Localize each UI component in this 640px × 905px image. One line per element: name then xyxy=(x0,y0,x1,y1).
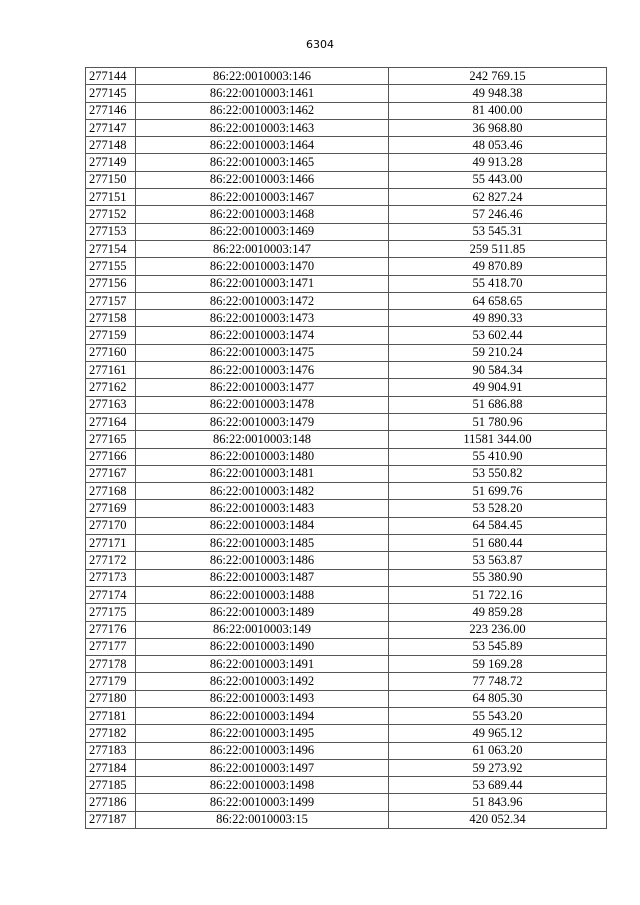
table-row xyxy=(86,68,607,85)
cadastral-number-cell: 86:22:0010003:1477 xyxy=(136,379,389,396)
cadastral-value-cell: 223 236.00 xyxy=(389,621,607,638)
row-id-cell: 277184 xyxy=(86,759,136,776)
cadastral-value-cell: 36 968.80 xyxy=(389,119,607,136)
cadastral-number-cell: 86:22:0010003:1473 xyxy=(136,310,389,327)
table-body xyxy=(86,68,607,829)
table-row xyxy=(86,656,607,673)
cadastral-value-cell: 59 273.92 xyxy=(389,759,607,776)
table-row xyxy=(86,240,607,257)
cadastral-value-cell: 59 169.28 xyxy=(389,656,607,673)
row-id-cell: 277144 xyxy=(86,68,136,85)
cadastral-value-cell: 55 543.20 xyxy=(389,707,607,724)
row-id-cell: 277181 xyxy=(86,707,136,724)
table-row xyxy=(86,258,607,275)
table-row xyxy=(86,552,607,569)
row-id-cell: 277159 xyxy=(86,327,136,344)
cadastral-number-cell: 86:22:0010003:1498 xyxy=(136,777,389,794)
cadastral-number-cell: 86:22:0010003:147 xyxy=(136,240,389,257)
row-id-cell: 277149 xyxy=(86,154,136,171)
row-id-cell: 277165 xyxy=(86,431,136,448)
cadastral-number-cell: 86:22:0010003:1494 xyxy=(136,707,389,724)
cadastral-value-cell: 53 550.82 xyxy=(389,465,607,482)
cadastral-value-cell: 51 686.88 xyxy=(389,396,607,413)
cadastral-number-cell: 86:22:0010003:1465 xyxy=(136,154,389,171)
row-id-cell: 277173 xyxy=(86,569,136,586)
row-id-cell: 277177 xyxy=(86,638,136,655)
table-row xyxy=(86,154,607,171)
table-row xyxy=(86,759,607,776)
cadastral-value-cell: 49 870.89 xyxy=(389,258,607,275)
cadastral-number-cell: 86:22:0010003:1485 xyxy=(136,535,389,552)
table-row xyxy=(86,292,607,309)
cadastral-number-cell: 86:22:0010003:1475 xyxy=(136,344,389,361)
row-id-cell: 277170 xyxy=(86,517,136,534)
cadastral-value-cell: 49 904.91 xyxy=(389,379,607,396)
table-row xyxy=(86,742,607,759)
table-row xyxy=(86,500,607,517)
cadastral-value-cell: 259 511.85 xyxy=(389,240,607,257)
cadastral-value-cell: 62 827.24 xyxy=(389,189,607,206)
row-id-cell: 277153 xyxy=(86,223,136,240)
table-row xyxy=(86,223,607,240)
row-id-cell: 277169 xyxy=(86,500,136,517)
cadastral-number-cell: 86:22:0010003:1497 xyxy=(136,759,389,776)
cadastral-number-cell: 86:22:0010003:149 xyxy=(136,621,389,638)
table-row xyxy=(86,707,607,724)
row-id-cell: 277154 xyxy=(86,240,136,257)
row-id-cell: 277155 xyxy=(86,258,136,275)
table-row xyxy=(86,137,607,154)
table-row xyxy=(86,310,607,327)
row-id-cell: 277147 xyxy=(86,119,136,136)
cadastral-number-cell: 86:22:0010003:1484 xyxy=(136,517,389,534)
cadastral-value-cell: 64 805.30 xyxy=(389,690,607,707)
row-id-cell: 277180 xyxy=(86,690,136,707)
cadastral-value-cell: 61 063.20 xyxy=(389,742,607,759)
table-row xyxy=(86,690,607,707)
cadastral-value-cell: 53 602.44 xyxy=(389,327,607,344)
row-id-cell: 277183 xyxy=(86,742,136,759)
cadastral-value-cell: 51 722.16 xyxy=(389,586,607,603)
table-row xyxy=(86,777,607,794)
row-id-cell: 277171 xyxy=(86,535,136,552)
cadastral-value-cell: 49 890.33 xyxy=(389,310,607,327)
cadastral-value-cell: 55 410.90 xyxy=(389,448,607,465)
table-row xyxy=(86,811,607,828)
row-id-cell: 277167 xyxy=(86,465,136,482)
cadastral-number-cell: 86:22:0010003:1463 xyxy=(136,119,389,136)
cadastral-value-cell: 64 658.65 xyxy=(389,292,607,309)
cadastral-value-cell: 51 780.96 xyxy=(389,413,607,430)
cadastral-value-cell: 48 053.46 xyxy=(389,137,607,154)
cadastral-value-cell: 53 545.31 xyxy=(389,223,607,240)
row-id-cell: 277146 xyxy=(86,102,136,119)
cadastral-value-cell: 77 748.72 xyxy=(389,673,607,690)
cadastral-number-cell: 86:22:0010003:1487 xyxy=(136,569,389,586)
table-row xyxy=(86,119,607,136)
cadastral-number-cell: 86:22:0010003:15 xyxy=(136,811,389,828)
table-row xyxy=(86,448,607,465)
cadastral-number-cell: 86:22:0010003:1470 xyxy=(136,258,389,275)
cadastral-number-cell: 86:22:0010003:1483 xyxy=(136,500,389,517)
cadastral-value-cell: 49 948.38 xyxy=(389,85,607,102)
row-id-cell: 277166 xyxy=(86,448,136,465)
cadastral-value-cell: 242 769.15 xyxy=(389,68,607,85)
table-row xyxy=(86,483,607,500)
cadastral-value-table xyxy=(85,67,607,829)
row-id-cell: 277152 xyxy=(86,206,136,223)
cadastral-value-cell: 81 400.00 xyxy=(389,102,607,119)
table-row xyxy=(86,535,607,552)
row-id-cell: 277157 xyxy=(86,292,136,309)
cadastral-number-cell: 86:22:0010003:146 xyxy=(136,68,389,85)
cadastral-number-cell: 86:22:0010003:1496 xyxy=(136,742,389,759)
row-id-cell: 277150 xyxy=(86,171,136,188)
cadastral-number-cell: 86:22:0010003:148 xyxy=(136,431,389,448)
cadastral-value-cell: 55 418.70 xyxy=(389,275,607,292)
row-id-cell: 277175 xyxy=(86,604,136,621)
cadastral-number-cell: 86:22:0010003:1492 xyxy=(136,673,389,690)
cadastral-number-cell: 86:22:0010003:1468 xyxy=(136,206,389,223)
row-id-cell: 277168 xyxy=(86,483,136,500)
cadastral-value-cell: 51 680.44 xyxy=(389,535,607,552)
cadastral-value-cell: 57 246.46 xyxy=(389,206,607,223)
table-row xyxy=(86,604,607,621)
row-id-cell: 277185 xyxy=(86,777,136,794)
table-row xyxy=(86,725,607,742)
table-row xyxy=(86,586,607,603)
cadastral-number-cell: 86:22:0010003:1476 xyxy=(136,362,389,379)
table-row xyxy=(86,569,607,586)
row-id-cell: 277178 xyxy=(86,656,136,673)
cadastral-number-cell: 86:22:0010003:1467 xyxy=(136,189,389,206)
cadastral-value-cell: 51 699.76 xyxy=(389,483,607,500)
cadastral-value-cell: 64 584.45 xyxy=(389,517,607,534)
cadastral-number-cell: 86:22:0010003:1466 xyxy=(136,171,389,188)
cadastral-number-cell: 86:22:0010003:1464 xyxy=(136,137,389,154)
cadastral-value-cell: 51 843.96 xyxy=(389,794,607,811)
cadastral-number-cell: 86:22:0010003:1469 xyxy=(136,223,389,240)
table-row xyxy=(86,621,607,638)
cadastral-number-cell: 86:22:0010003:1472 xyxy=(136,292,389,309)
cadastral-number-cell: 86:22:0010003:1489 xyxy=(136,604,389,621)
table-row xyxy=(86,362,607,379)
table-row xyxy=(86,206,607,223)
cadastral-number-cell: 86:22:0010003:1493 xyxy=(136,690,389,707)
table-row xyxy=(86,189,607,206)
table-row xyxy=(86,327,607,344)
row-id-cell: 277160 xyxy=(86,344,136,361)
row-id-cell: 277187 xyxy=(86,811,136,828)
cadastral-number-cell: 86:22:0010003:1482 xyxy=(136,483,389,500)
cadastral-number-cell: 86:22:0010003:1471 xyxy=(136,275,389,292)
cadastral-value-cell: 53 563.87 xyxy=(389,552,607,569)
cadastral-value-cell: 49 859.28 xyxy=(389,604,607,621)
cadastral-number-cell: 86:22:0010003:1486 xyxy=(136,552,389,569)
cadastral-value-cell: 53 689.44 xyxy=(389,777,607,794)
row-id-cell: 277179 xyxy=(86,673,136,690)
cadastral-number-cell: 86:22:0010003:1461 xyxy=(136,85,389,102)
cadastral-number-cell: 86:22:0010003:1478 xyxy=(136,396,389,413)
cadastral-number-cell: 86:22:0010003:1480 xyxy=(136,448,389,465)
row-id-cell: 277145 xyxy=(86,85,136,102)
row-id-cell: 277182 xyxy=(86,725,136,742)
row-id-cell: 277176 xyxy=(86,621,136,638)
table-row xyxy=(86,431,607,448)
cadastral-value-cell: 11581 344.00 xyxy=(389,431,607,448)
cadastral-number-cell: 86:22:0010003:1462 xyxy=(136,102,389,119)
table-row xyxy=(86,465,607,482)
cadastral-number-cell: 86:22:0010003:1491 xyxy=(136,656,389,673)
table-row xyxy=(86,379,607,396)
cadastral-number-cell: 86:22:0010003:1474 xyxy=(136,327,389,344)
cadastral-number-cell: 86:22:0010003:1479 xyxy=(136,413,389,430)
row-id-cell: 277151 xyxy=(86,189,136,206)
cadastral-value-cell: 90 584.34 xyxy=(389,362,607,379)
row-id-cell: 277161 xyxy=(86,362,136,379)
table-row xyxy=(86,638,607,655)
table-row xyxy=(86,673,607,690)
cadastral-number-cell: 86:22:0010003:1488 xyxy=(136,586,389,603)
cadastral-number-cell: 86:22:0010003:1495 xyxy=(136,725,389,742)
cadastral-value-cell: 49 913.28 xyxy=(389,154,607,171)
cadastral-number-cell: 86:22:0010003:1481 xyxy=(136,465,389,482)
table-row xyxy=(86,102,607,119)
cadastral-value-cell: 59 210.24 xyxy=(389,344,607,361)
row-id-cell: 277186 xyxy=(86,794,136,811)
cadastral-value-cell: 55 443.00 xyxy=(389,171,607,188)
row-id-cell: 277158 xyxy=(86,310,136,327)
row-id-cell: 277172 xyxy=(86,552,136,569)
cadastral-value-cell: 53 545.89 xyxy=(389,638,607,655)
row-id-cell: 277156 xyxy=(86,275,136,292)
row-id-cell: 277162 xyxy=(86,379,136,396)
table-row xyxy=(86,794,607,811)
cadastral-number-cell: 86:22:0010003:1490 xyxy=(136,638,389,655)
row-id-cell: 277164 xyxy=(86,413,136,430)
table-row xyxy=(86,396,607,413)
table-row xyxy=(86,344,607,361)
cadastral-number-cell: 86:22:0010003:1499 xyxy=(136,794,389,811)
cadastral-value-cell: 420 052.34 xyxy=(389,811,607,828)
row-id-cell: 277163 xyxy=(86,396,136,413)
table-row xyxy=(86,85,607,102)
table-row xyxy=(86,171,607,188)
cadastral-value-cell: 53 528.20 xyxy=(389,500,607,517)
row-id-cell: 277148 xyxy=(86,137,136,154)
cadastral-value-cell: 49 965.12 xyxy=(389,725,607,742)
table-row xyxy=(86,413,607,430)
table-row xyxy=(86,517,607,534)
row-id-cell: 277174 xyxy=(86,586,136,603)
cadastral-value-cell: 55 380.90 xyxy=(389,569,607,586)
page-number: 6304 xyxy=(306,38,334,51)
table-row xyxy=(86,275,607,292)
